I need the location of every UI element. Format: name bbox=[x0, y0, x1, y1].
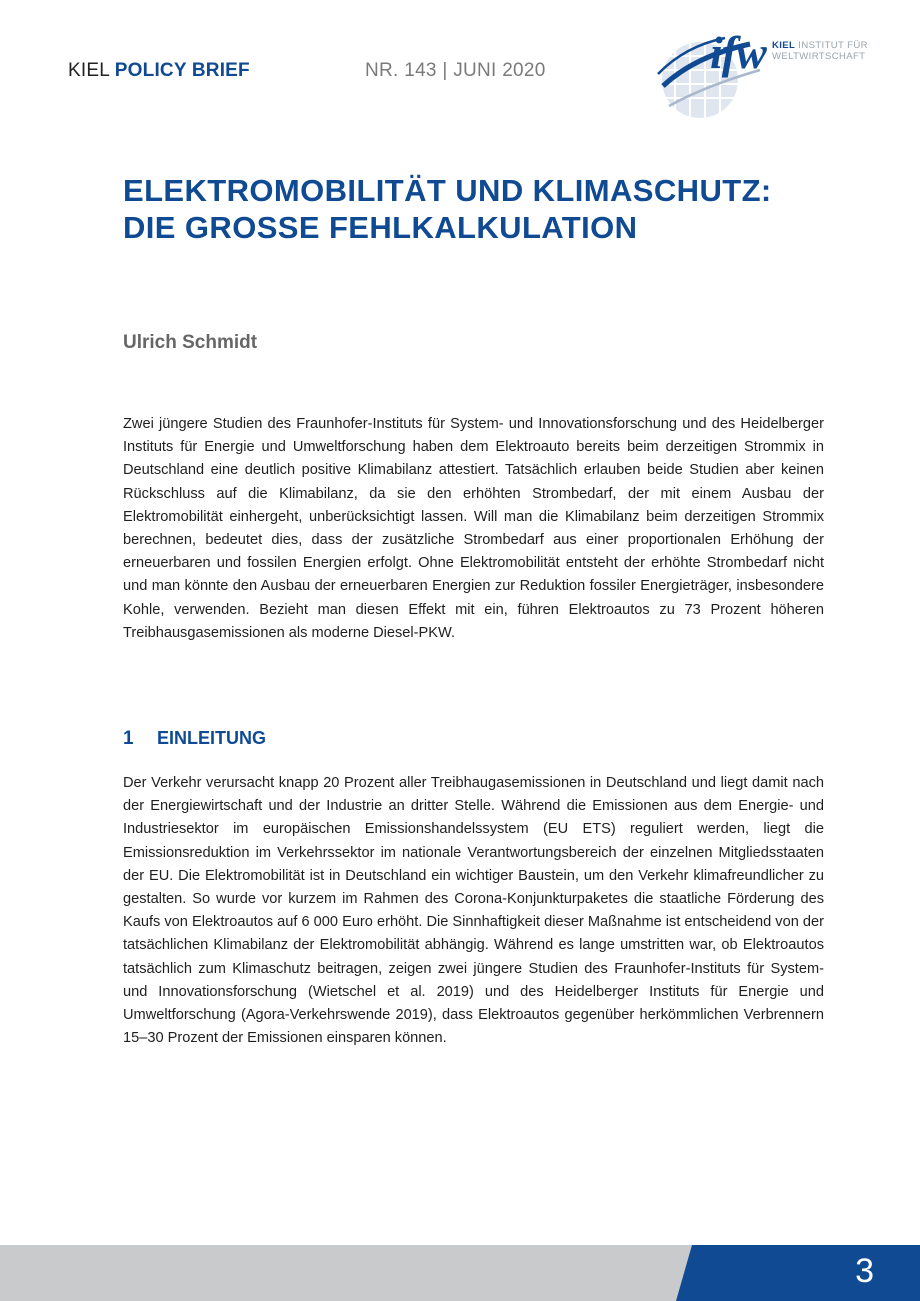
logo-kiel: KIEL bbox=[772, 40, 796, 51]
series-prefix: KIEL bbox=[68, 60, 110, 81]
footer-blue-bar bbox=[676, 1245, 920, 1301]
section-title: EINLEITUNG bbox=[157, 728, 267, 748]
abstract-paragraph: Zwei jüngere Studien des Fraunhofer-Instituts für System- und Innovationsforschung und des Heidelberger Instituts für Energie und Umweltforschung haben dem Elektroauto bereits beim derzeitigen Strommix in Deutschland eine deutlich positive Klimabilanz attestiert. Tatsächlich erlauben beide Studien aber keinen Rückschluss auf die Klimabilanz, da sie den erhöhten Strombedarf, der mit einem Ausbau der Elektromobilität einhergeht, unberücksichtigt lassen. Will man die Klimabilanz beim derzeitigen Strommix berechnen, bedeutet dies, dass der zusätzliche Strombedarf aus einer proportionalen Erhöhung der erneuerbaren und fossilen Energien erfolgt. Ohne Elektromobilität entsteht der erhöhte Strombedarf nicht und man könnte den Ausbau der erneuerbaren Energien zur Reduktion fossiler Energieträger, insbesondere Kohle, verwenden. Bezieht man diesen Effekt mit ein, führen Elektroautos zu 73 Prozent höheren Treibhausgasemissionen als moderne Diesel-PKW. bbox=[123, 416, 824, 641]
footer-gray-bar bbox=[0, 1245, 700, 1301]
series-label bbox=[68, 60, 250, 81]
section-heading bbox=[123, 728, 266, 750]
section-number: 1 bbox=[123, 728, 134, 749]
article-title: ELEKTROMOBILITÄT UND KLIMASCHUTZ: DIE GROSSE FEHLKALKULATION bbox=[123, 173, 772, 245]
logo-mark: ifw bbox=[710, 27, 766, 78]
logo-line1: INSTITUT FÜR bbox=[798, 40, 868, 51]
series-header bbox=[68, 60, 250, 86]
logo-line2: WELTWIRTSCHAFT bbox=[772, 51, 866, 62]
logo-institute bbox=[772, 40, 868, 62]
issue-label: NR. 143 | JUNI 2020 bbox=[365, 60, 546, 81]
intro-paragraph: Der Verkehr verursacht knapp 20 Prozent aller Treibhaugasemissionen in Deutschland und liegt damit nach der Energiewirtschaft und der Industrie an dritter Stelle. Während die Emissionen aus dem Energie- und Industriesektor im europäischen Emissionshandelssystem (EU ETS) reguliert werden, liegt die Emissionsreduktion im Verkehrssektor im nationale Verantwortungsbereich der einzelnen Mitgliedsstaaten der EU. Die Elektromobilität ist in Deutschland ein wichtiger Baustein, um den Verkehr klimafreundlicher zu gestalten. So wurde vor kurzem im Rahmen des Corona-Konjunkturpaketes die staatliche Förderung des Kaufs von Elektroautos auf 6 000 Euro erhöht. Die Sinnhaftigkeit dieser Maßnahme ist entscheidend von der tatsächlichen Klimabilanz der Elektromobilität abhängig. Während es lange umstritten war, ob Elektroautos tatsächlich zum Klimaschutz beitragen, zeigen zwei jüngere Studien des Fraunhofer-Instituts für System- und Innovationsforschung (Wietschel et al. 2019) und des Heidelberger Instituts für Energie und Umweltforschung (Agora-Verkehrswende 2019), dass Elektroautos gegenüber herkömmlichen Verbrennern 15–30 Prozent der Emissionen einsparen können. bbox=[123, 775, 824, 1047]
author-name: Ulrich Schmidt bbox=[123, 332, 258, 353]
page-number: 3 bbox=[855, 1252, 874, 1290]
series-name: POLICY BRIEF bbox=[114, 60, 250, 81]
